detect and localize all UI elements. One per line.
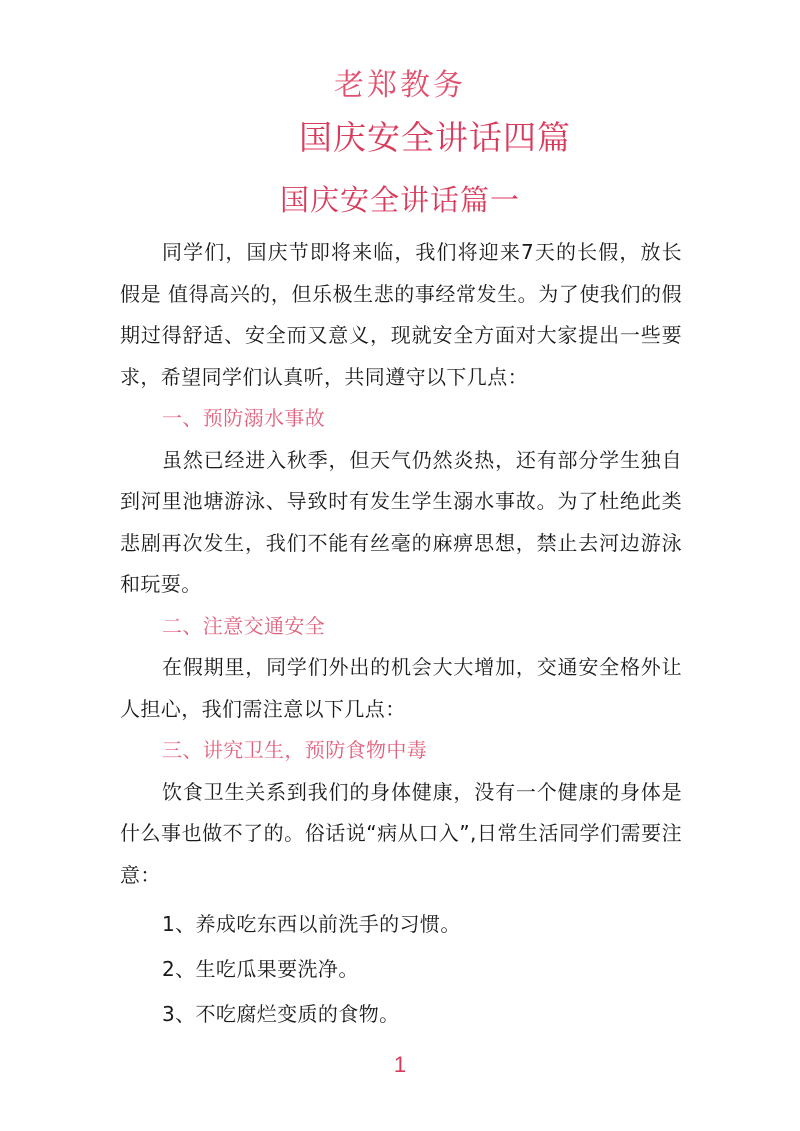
section-title: 国庆安全讲话篇一	[279, 183, 520, 217]
subheading-drowning: 一、预防溺水事故	[162, 406, 326, 430]
intro-paragraph: 同学们，国庆节即将来临，我们将迎来7天的长假，放长假是 值得高兴的，但乐极生悲的事经常发生。为了使我们的假期过得舒适、安全而又意义，现就安全方面对大家提出一些要求，希望同学们认真听，共同遵守以下几点：	[120, 240, 682, 389]
document-body	[120, 232, 682, 1037]
list-item: 3、不吃腐烂变质的食物。	[162, 1002, 400, 1026]
paragraph-drowning: 虽然已经进入秋季，但天气仍然炎热，还有部分学生独自到河里池塘游泳、导致时有发生学生溺水事故。为了杜绝此类悲剧再次发生，我们不能有丝毫的麻痹思想，禁止去河边游泳和玩耍。	[120, 447, 682, 596]
list-item: 2、生吃瓜果要洗净。	[162, 957, 359, 981]
list-item: 1、养成吃东西以前洗手的习惯。	[162, 912, 461, 936]
paragraph-traffic: 在假期里，同学们外出的机会大大增加，交通安全格外让人担心，我们需注意以下几点：	[120, 655, 682, 721]
paragraph-hygiene: 饮食卫生关系到我们的身体健康，没有一个健康的身体是什么事也做不了的。俗话说“病从口入”,日常生活同学们需要注意：	[120, 779, 682, 887]
subheading-traffic: 二、注意交通安全	[162, 613, 326, 638]
hygiene-list	[120, 902, 682, 1037]
subheading-hygiene: 三、讲究卫生，预防食物中毒	[162, 738, 428, 762]
document-title: 国庆安全讲话四篇	[299, 118, 571, 157]
page-number: 1	[393, 1052, 407, 1077]
watermark: 老郑教务	[334, 68, 466, 103]
